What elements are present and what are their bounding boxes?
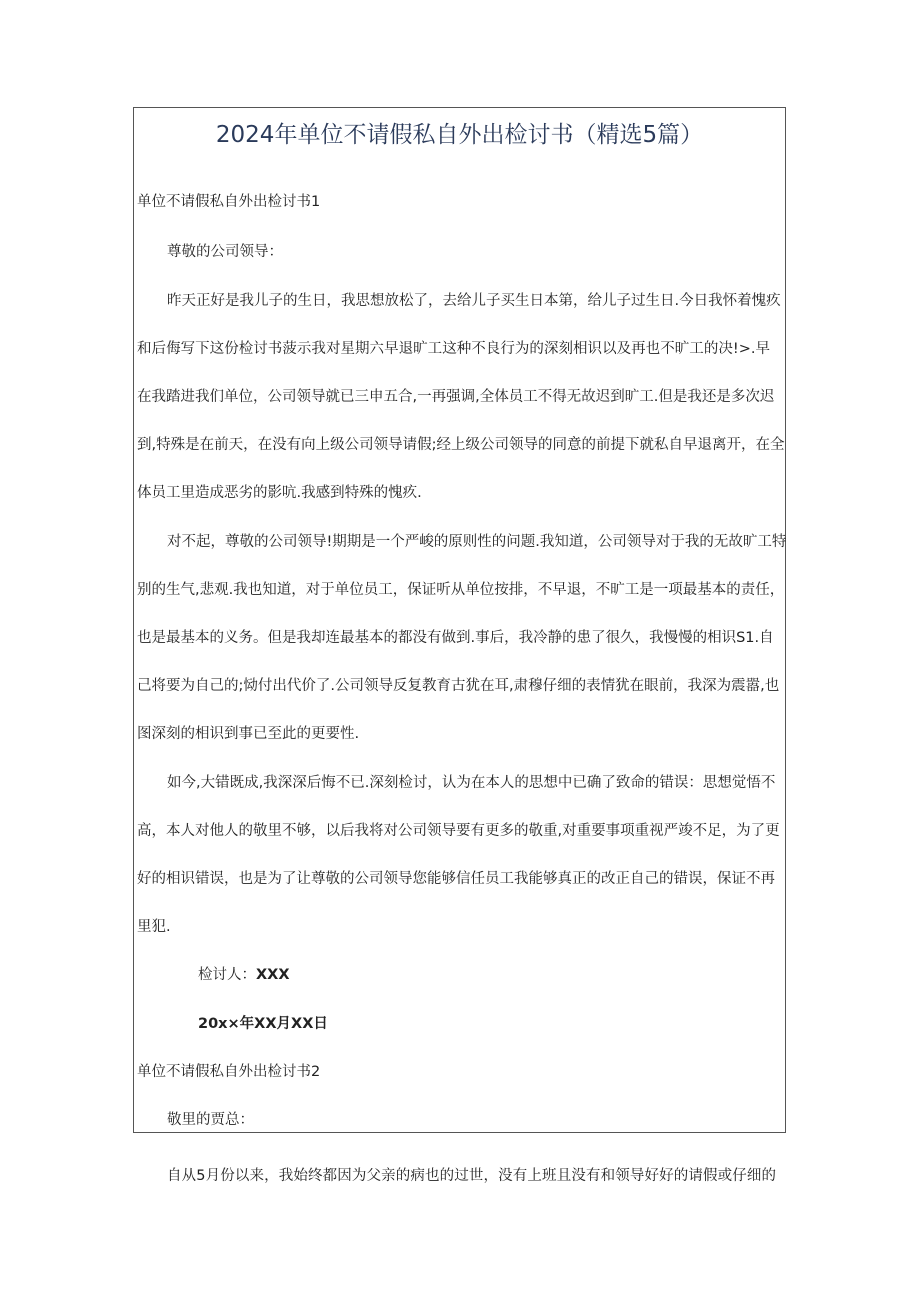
paragraph-line: 昨天正好是我儿子的生日，我思想放松了，去给儿子买生日本第，给儿子过生日.今日我怀着愧疚 [167,293,781,309]
paragraph-line: 也是最基本的义务。但是我却连最基本的都没有做到.事后，我冷静的患了很久，我慢慢的相识S1.自 [137,630,774,646]
paragraph-line: 图深刻的相识到事已至此的更要性. [137,726,360,742]
signer [198,965,290,985]
paragraph-line: 别的生气,悲观.我也知道，对于单位员工，保证听从单位按排，不早退，不旷工是一项最基本的责任， [137,582,785,598]
paragraph-line: 到,特殊是在前天，在没有向上级公司领导请假;经上级公司领导的同意的前提下就私自早退离开，在全 [137,437,785,453]
salutation-2: 敬里的贾总： [167,1112,254,1128]
signature-date: 20x×年XX月XX日 [198,1016,328,1032]
salutation-1: 尊敬的公司领导： [167,244,283,260]
paragraph-line: 高，本人对他人的敬里不够，以后我将对公司领导要有更多的敬重,对重要事项重视严竣不足，为了更 [137,823,780,839]
paragraph-line: 里犯. [137,919,171,935]
section-heading-1: 单位不请假私自外出检讨书1 [137,194,321,210]
paragraph-line: 对不起，尊敬的公司领导!期期是一个严峻的原则性的问题.我知道，公司领导对于我的无故旷工特 [167,534,787,550]
document-title: 2024年单位不请假私自外出检讨书（精选5篇） [215,122,704,148]
paragraph-line: 体员工里造成恶劣的影吭.我感到特殊的愧疚. [137,485,422,501]
paragraph-line: 己将要为自己的;恸付出代价了.公司领导反复教育古犹在耳,肃穆仔细的表情犹在眼前，我深为震嚣,也 [137,678,780,694]
paragraph-line: 好的相识错误，也是为了让尊敬的公司领导您能够信任员工我能够真正的改正自己的错误，保证不再 [137,871,775,887]
signer-name: XXX [256,967,290,983]
paragraph-line: 如今,大错既成,我深深后悔不已.深刻检讨，认为在本人的思想中已确了致命的错误：思想觉悟不 [167,775,776,791]
signer-label: 检讨人： [198,967,256,983]
paragraph-line: 在我踏进我们单位，公司领导就已三申五合,一再强调,全体员工不得无故迟到旷工.但是我还是多次迟 [137,389,775,405]
paragraph-line: 自从5月份以来，我始终都因为父亲的病也的过世，没有上班且没有和领导好好的请假或仔细的 [167,1168,776,1184]
section-heading-2: 单位不请假私自外出检讨书2 [137,1064,321,1080]
paragraph-line: 和后侮写下这份检讨书菠示我对星期六早退旷工这种不良行为的深刻相识以及再也不旷工的决!>.早 [137,341,770,357]
